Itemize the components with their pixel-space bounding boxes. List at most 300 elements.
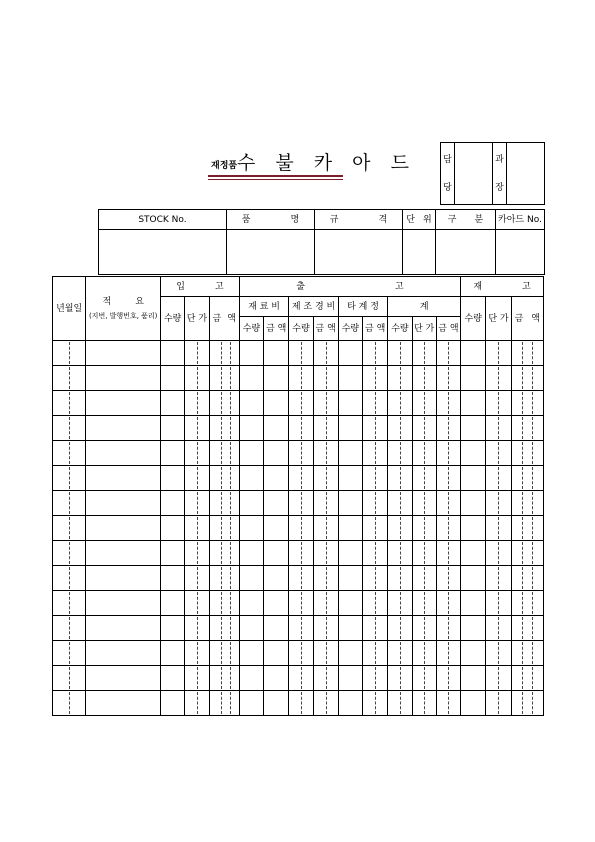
ledger-cell[interactable] <box>289 516 313 541</box>
ledger-cell[interactable] <box>511 541 543 566</box>
ledger-cell[interactable] <box>289 416 313 441</box>
ledger-cell[interactable] <box>289 566 313 591</box>
ledger-cell[interactable] <box>436 341 460 366</box>
ledger-cell[interactable] <box>86 416 161 441</box>
ledger-cell[interactable] <box>185 341 209 366</box>
ledger-cell[interactable] <box>289 366 313 391</box>
ledger-cell[interactable] <box>209 491 239 516</box>
ledger-cell[interactable] <box>53 591 86 616</box>
ledger-cell[interactable] <box>363 566 388 591</box>
ledger-cell[interactable] <box>313 366 338 391</box>
ledger-cell[interactable] <box>185 366 209 391</box>
dashed-divider <box>301 542 302 564</box>
ledger-cell[interactable] <box>264 641 289 666</box>
ledger-cell[interactable] <box>436 641 460 666</box>
ledger-cell[interactable] <box>185 591 209 616</box>
ledger-cell[interactable] <box>436 391 460 416</box>
ledger-cell[interactable] <box>86 391 161 416</box>
ledger-cell[interactable] <box>412 466 436 491</box>
ledger-cell[interactable] <box>313 341 338 366</box>
ledger-cell[interactable] <box>412 566 436 591</box>
ledger-cell[interactable] <box>313 391 338 416</box>
ledger-cell[interactable] <box>511 566 543 591</box>
ledger-cell[interactable] <box>486 541 511 566</box>
dashed-divider <box>424 617 425 639</box>
dashed-divider <box>400 692 401 714</box>
ledger-cell[interactable] <box>388 491 412 516</box>
ledger-cell[interactable] <box>289 466 313 491</box>
ledger-cell[interactable] <box>363 691 388 716</box>
ledger-cell[interactable] <box>239 466 263 491</box>
ledger-cell[interactable] <box>313 491 338 516</box>
ledger-cell[interactable] <box>185 516 209 541</box>
ledger-cell[interactable] <box>264 466 289 491</box>
ledger-cell[interactable] <box>436 691 460 716</box>
ledger-cell[interactable] <box>486 466 511 491</box>
dashed-divider <box>197 392 198 414</box>
ledger-cell[interactable] <box>363 591 388 616</box>
ledger-cell[interactable] <box>461 491 486 516</box>
ledger-cell[interactable] <box>461 566 486 591</box>
dashed-divider <box>221 442 222 464</box>
spec-field[interactable] <box>315 230 403 275</box>
dashed-divider <box>197 692 198 714</box>
ledger-cell[interactable] <box>313 566 338 591</box>
ledger-cell[interactable] <box>289 491 313 516</box>
dashed-divider <box>197 592 198 614</box>
dashed-divider <box>522 667 523 689</box>
ledger-cell[interactable] <box>436 366 460 391</box>
ledger-cell[interactable] <box>461 616 486 641</box>
ledger-cell[interactable] <box>239 516 263 541</box>
ledger-cell[interactable] <box>264 391 289 416</box>
ledger-cell[interactable] <box>289 641 313 666</box>
ledger-cell[interactable] <box>161 591 185 616</box>
ledger-cell[interactable] <box>209 516 239 541</box>
ledger-cell[interactable] <box>53 441 86 466</box>
ledger-cell[interactable] <box>388 391 412 416</box>
ledger-cell[interactable] <box>363 491 388 516</box>
ledger-cell[interactable] <box>511 691 543 716</box>
ledger-cell[interactable] <box>264 666 289 691</box>
ledger-cell[interactable] <box>209 691 239 716</box>
ledger-cell[interactable] <box>486 691 511 716</box>
ledger-cell[interactable] <box>289 666 313 691</box>
ledger-cell[interactable] <box>53 391 86 416</box>
ledger-cell[interactable] <box>239 441 263 466</box>
ledger-cell[interactable] <box>412 416 436 441</box>
ledger-cell[interactable] <box>486 491 511 516</box>
ledger-cell[interactable] <box>363 341 388 366</box>
ledger-cell[interactable] <box>185 391 209 416</box>
ledger-cell[interactable] <box>313 641 338 666</box>
ledger-cell[interactable] <box>363 666 388 691</box>
ledger-cell[interactable] <box>239 641 263 666</box>
ledger-cell[interactable] <box>185 691 209 716</box>
ledger-cell[interactable] <box>161 441 185 466</box>
ledger-row <box>53 516 544 541</box>
ledger-cell[interactable] <box>338 366 362 391</box>
ledger-cell[interactable] <box>209 666 239 691</box>
ledger-cell[interactable] <box>289 441 313 466</box>
dashed-divider <box>375 592 376 614</box>
ledger-cell[interactable] <box>511 366 543 391</box>
receipt-header: 입 고 <box>161 277 240 297</box>
ledger-cell[interactable] <box>185 541 209 566</box>
ledger-cell[interactable] <box>313 541 338 566</box>
ledger-cell[interactable] <box>313 591 338 616</box>
ledger-cell[interactable] <box>388 691 412 716</box>
ledger-cell[interactable] <box>185 416 209 441</box>
ledger-cell[interactable] <box>161 541 185 566</box>
ledger-cell[interactable] <box>239 541 263 566</box>
ledger-cell[interactable] <box>363 641 388 666</box>
ledger-cell[interactable] <box>338 391 362 416</box>
ledger-cell[interactable] <box>388 441 412 466</box>
ledger-cell[interactable] <box>86 516 161 541</box>
ledger-cell[interactable] <box>313 441 338 466</box>
ledger-cell[interactable] <box>264 541 289 566</box>
ledger-cell[interactable] <box>86 566 161 591</box>
ledger-cell[interactable] <box>161 491 185 516</box>
ledger-cell[interactable] <box>486 341 511 366</box>
ledger-cell[interactable] <box>209 366 239 391</box>
ledger-cell[interactable] <box>86 366 161 391</box>
ledger-cell[interactable] <box>185 491 209 516</box>
ledger-cell[interactable] <box>86 466 161 491</box>
ledger-cell[interactable] <box>338 416 362 441</box>
ledger-cell[interactable] <box>461 466 486 491</box>
ledger-cell[interactable] <box>412 591 436 616</box>
ledger-cell[interactable] <box>86 441 161 466</box>
dashed-divider <box>326 542 327 564</box>
ledger-cell[interactable] <box>239 391 263 416</box>
ledger-cell[interactable] <box>338 491 362 516</box>
ledger-cell[interactable] <box>486 666 511 691</box>
ledger-cell[interactable] <box>511 341 543 366</box>
ledger-cell[interactable] <box>313 416 338 441</box>
ledger-cell[interactable] <box>412 391 436 416</box>
ledger-cell[interactable] <box>264 516 289 541</box>
ledger-cell[interactable] <box>338 666 362 691</box>
dashed-divider <box>498 592 499 614</box>
ledger-cell[interactable] <box>289 591 313 616</box>
ledger-cell[interactable] <box>363 541 388 566</box>
ledger-cell[interactable] <box>461 641 486 666</box>
ledger-cell[interactable] <box>486 391 511 416</box>
ledger-cell[interactable] <box>363 366 388 391</box>
dashed-divider <box>230 517 231 539</box>
dashed-divider <box>532 492 533 514</box>
ledger-cell[interactable] <box>185 641 209 666</box>
ledger-cell[interactable] <box>388 641 412 666</box>
ledger-cell[interactable] <box>511 641 543 666</box>
ledger-cell[interactable] <box>185 666 209 691</box>
ledger-cell[interactable] <box>412 641 436 666</box>
ledger-cell[interactable] <box>461 416 486 441</box>
ledger-cell[interactable] <box>436 666 460 691</box>
ledger-cell[interactable] <box>264 366 289 391</box>
ledger-cell[interactable] <box>264 591 289 616</box>
dashed-divider <box>197 542 198 564</box>
ledger-cell[interactable] <box>209 616 239 641</box>
ledger-cell[interactable] <box>239 691 263 716</box>
ledger-cell[interactable] <box>338 541 362 566</box>
ledger-cell[interactable] <box>185 441 209 466</box>
ledger-cell[interactable] <box>338 441 362 466</box>
dashed-divider <box>448 342 449 364</box>
ledger-cell[interactable] <box>486 591 511 616</box>
ledger-cell[interactable] <box>486 416 511 441</box>
ledger-cell[interactable] <box>239 366 263 391</box>
ledger-cell[interactable] <box>313 466 338 491</box>
ledger-cell[interactable] <box>486 441 511 466</box>
ledger-cell[interactable] <box>209 641 239 666</box>
ledger-cell[interactable] <box>185 566 209 591</box>
ledger-cell[interactable] <box>436 441 460 466</box>
ledger-cell[interactable] <box>313 616 338 641</box>
ledger-cell[interactable] <box>209 341 239 366</box>
dashed-divider <box>400 342 401 364</box>
ledger-cell[interactable] <box>436 516 460 541</box>
ledger-cell[interactable] <box>264 491 289 516</box>
ledger-cell[interactable] <box>86 541 161 566</box>
ledger-cell[interactable] <box>313 516 338 541</box>
ledger-cell[interactable] <box>412 441 436 466</box>
unit-field[interactable] <box>403 230 436 275</box>
dashed-divider <box>326 442 327 464</box>
ledger-cell[interactable] <box>53 616 86 641</box>
ledger-cell[interactable] <box>86 691 161 716</box>
dashed-divider <box>400 542 401 564</box>
ledger-cell[interactable] <box>338 341 362 366</box>
ledger-cell[interactable] <box>264 416 289 441</box>
ledger-cell[interactable] <box>161 691 185 716</box>
stock-no-field[interactable] <box>99 230 227 275</box>
dashed-divider <box>69 492 70 514</box>
ledger-cell[interactable] <box>289 341 313 366</box>
dashed-divider <box>69 392 70 414</box>
ledger-cell[interactable] <box>436 416 460 441</box>
ledger-cell[interactable] <box>209 466 239 491</box>
ledger-cell[interactable] <box>86 341 161 366</box>
ledger-cell[interactable] <box>461 591 486 616</box>
ledger-cell[interactable] <box>264 566 289 591</box>
ledger-cell[interactable] <box>461 366 486 391</box>
ledger-cell[interactable] <box>511 491 543 516</box>
ledger-cell[interactable] <box>239 416 263 441</box>
ledger-cell[interactable] <box>412 541 436 566</box>
ledger-cell[interactable] <box>161 466 185 491</box>
ledger-cell[interactable] <box>264 616 289 641</box>
ledger-cell[interactable] <box>511 466 543 491</box>
ledger-cell[interactable] <box>388 666 412 691</box>
ledger-cell[interactable] <box>209 441 239 466</box>
ledger-cell[interactable] <box>53 341 86 366</box>
ledger-cell[interactable] <box>53 416 86 441</box>
ledger-cell[interactable] <box>53 491 86 516</box>
date-header: 년월일 <box>53 277 86 341</box>
ledger-cell[interactable] <box>388 466 412 491</box>
ledger-cell[interactable] <box>511 516 543 541</box>
ledger-cell[interactable] <box>86 666 161 691</box>
ledger-cell[interactable] <box>53 466 86 491</box>
ledger-cell[interactable] <box>388 366 412 391</box>
ledger-cell[interactable] <box>461 441 486 466</box>
ledger-cell[interactable] <box>412 516 436 541</box>
ledger-cell[interactable] <box>161 566 185 591</box>
ledger-cell[interactable] <box>486 566 511 591</box>
ledger-cell[interactable] <box>511 666 543 691</box>
ledger-cell[interactable] <box>53 516 86 541</box>
ledger-cell[interactable] <box>436 541 460 566</box>
ledger-cell[interactable] <box>388 591 412 616</box>
ledger-cell[interactable] <box>338 641 362 666</box>
ledger-cell[interactable] <box>264 691 289 716</box>
ledger-cell[interactable] <box>185 616 209 641</box>
ledger-cell[interactable] <box>209 566 239 591</box>
ledger-cell[interactable] <box>239 491 263 516</box>
ledger-cell[interactable] <box>209 391 239 416</box>
dashed-divider <box>230 667 231 689</box>
ledger-cell[interactable] <box>388 541 412 566</box>
ledger-cell[interactable] <box>313 666 338 691</box>
ledger-cell[interactable] <box>289 391 313 416</box>
ledger-cell[interactable] <box>338 616 362 641</box>
ledger-cell[interactable] <box>461 341 486 366</box>
ledger-cell[interactable] <box>289 616 313 641</box>
ledger-row <box>53 591 544 616</box>
ledger-cell[interactable] <box>388 416 412 441</box>
ledger-cell[interactable] <box>486 616 511 641</box>
ledger-cell[interactable] <box>161 666 185 691</box>
ledger-cell[interactable] <box>363 466 388 491</box>
ledger-cell[interactable] <box>511 391 543 416</box>
ledger-cell[interactable] <box>461 391 486 416</box>
category-field[interactable] <box>436 230 496 275</box>
ledger-cell[interactable] <box>511 591 543 616</box>
other-amount-header: 금 액 <box>363 317 388 341</box>
ledger-cell[interactable] <box>161 341 185 366</box>
card-no-field[interactable] <box>496 230 545 275</box>
ledger-cell[interactable] <box>436 491 460 516</box>
dashed-divider <box>69 567 70 589</box>
ledger-cell[interactable] <box>185 466 209 491</box>
dashed-divider <box>326 567 327 589</box>
ledger-cell[interactable] <box>86 591 161 616</box>
ledger-cell[interactable] <box>53 691 86 716</box>
ledger-cell[interactable] <box>338 466 362 491</box>
ledger-cell[interactable] <box>461 516 486 541</box>
ledger-cell[interactable] <box>412 691 436 716</box>
ledger-cell[interactable] <box>239 566 263 591</box>
ledger-cell[interactable] <box>412 616 436 641</box>
ledger-cell[interactable] <box>511 441 543 466</box>
ledger-cell[interactable] <box>86 491 161 516</box>
ledger-cell[interactable] <box>209 591 239 616</box>
ledger-cell[interactable] <box>412 366 436 391</box>
ledger-cell[interactable] <box>412 341 436 366</box>
ledger-cell[interactable] <box>461 666 486 691</box>
ledger-cell[interactable] <box>486 366 511 391</box>
ledger-cell[interactable] <box>53 666 86 691</box>
ledger-cell[interactable] <box>289 541 313 566</box>
ledger-cell[interactable] <box>239 591 263 616</box>
dashed-divider <box>400 492 401 514</box>
ledger-cell[interactable] <box>338 591 362 616</box>
ledger-cell[interactable] <box>436 616 460 641</box>
ledger-cell[interactable] <box>161 516 185 541</box>
ledger-cell[interactable] <box>486 641 511 666</box>
ledger-cell[interactable] <box>388 341 412 366</box>
receipt-price-header: 단 가 <box>185 297 209 341</box>
ledger-cell[interactable] <box>53 541 86 566</box>
ledger-cell[interactable] <box>388 566 412 591</box>
dashed-divider <box>532 567 533 589</box>
ledger-cell[interactable] <box>239 666 263 691</box>
ledger-cell[interactable] <box>461 541 486 566</box>
ledger-cell[interactable] <box>53 566 86 591</box>
ledger-cell[interactable] <box>86 616 161 641</box>
ledger-cell[interactable] <box>53 366 86 391</box>
ledger-cell[interactable] <box>161 616 185 641</box>
ledger-cell[interactable] <box>161 391 185 416</box>
ledger-cell[interactable] <box>511 616 543 641</box>
approval-sign-staff[interactable] <box>455 143 493 205</box>
dashed-divider <box>326 642 327 664</box>
ledger-cell[interactable] <box>239 616 263 641</box>
ledger-cell[interactable] <box>412 666 436 691</box>
ledger-cell[interactable] <box>388 616 412 641</box>
item-name-field[interactable] <box>227 230 315 275</box>
ledger-cell[interactable] <box>363 616 388 641</box>
ledger-cell[interactable] <box>338 516 362 541</box>
ledger-cell[interactable] <box>338 691 362 716</box>
ledger-cell[interactable] <box>388 516 412 541</box>
ledger-cell[interactable] <box>436 566 460 591</box>
ledger-cell[interactable] <box>363 516 388 541</box>
ledger-cell[interactable] <box>161 366 185 391</box>
dashed-divider <box>375 542 376 564</box>
approval-sign-manager[interactable] <box>507 143 545 205</box>
ledger-cell[interactable] <box>412 491 436 516</box>
dashed-divider <box>532 642 533 664</box>
ledger-cell[interactable] <box>436 591 460 616</box>
ledger-cell[interactable] <box>209 416 239 441</box>
ledger-cell[interactable] <box>363 416 388 441</box>
title-underline <box>208 175 343 177</box>
ledger-cell[interactable] <box>161 416 185 441</box>
ledger-cell[interactable] <box>239 341 263 366</box>
ledger-cell[interactable] <box>338 566 362 591</box>
ledger-cell[interactable] <box>264 441 289 466</box>
ledger-cell[interactable] <box>53 641 86 666</box>
ledger-cell[interactable] <box>86 641 161 666</box>
ledger-cell[interactable] <box>313 691 338 716</box>
ledger-cell[interactable] <box>511 416 543 441</box>
ledger-cell[interactable] <box>264 341 289 366</box>
ledger-cell[interactable] <box>161 641 185 666</box>
ledger-cell[interactable] <box>363 441 388 466</box>
ledger-cell[interactable] <box>436 466 460 491</box>
ledger-cell[interactable] <box>363 391 388 416</box>
ledger-cell[interactable] <box>486 516 511 541</box>
ledger-cell[interactable] <box>209 541 239 566</box>
ledger-cell[interactable] <box>289 691 313 716</box>
ledger-cell[interactable] <box>461 691 486 716</box>
title-underline-thin <box>208 179 343 180</box>
dashed-divider <box>522 467 523 489</box>
